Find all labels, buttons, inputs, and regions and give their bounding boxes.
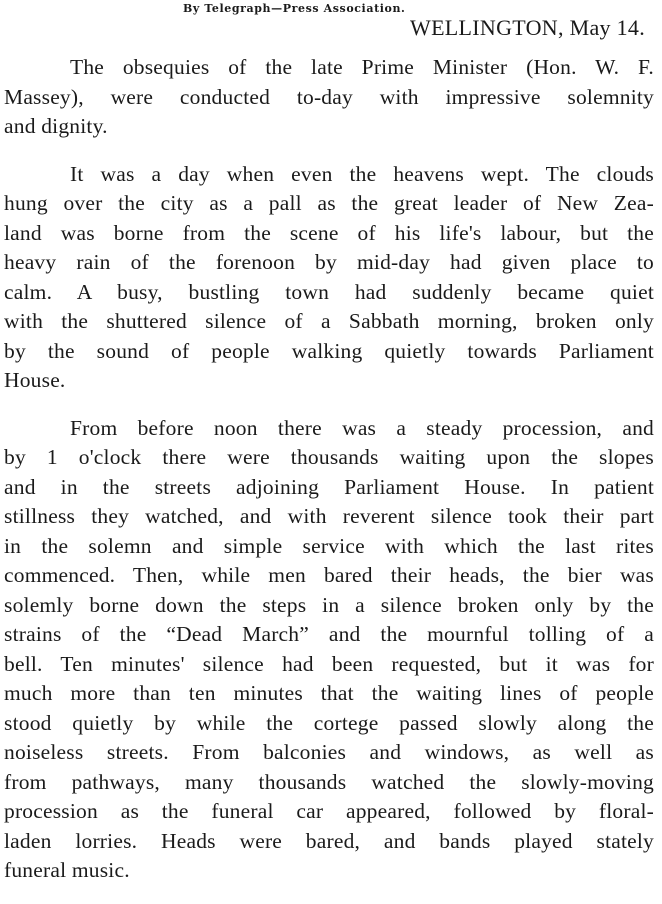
text-line: House. [4,368,66,392]
text-line: calm. A busy, bustling town had suddenly became quiet [4,279,654,304]
paragraph-heavens-wept [4,160,654,396]
text-line: hung over the city as a pall as the great leader of New Zea- [4,191,654,215]
text-line: laden lorries. Heads were bared, and bands played stately [4,828,654,853]
text-line: bell. Ten minutes' silence had been requested, but it was for [4,651,654,676]
text-line: by the sound of people walking quietly towards Parliament [4,338,654,363]
article-body [4,53,654,904]
text-line: from pathways, many thousands watched the slowly-moving [4,769,654,794]
text-line: Massey), were conducted to-day with impressive solemnity [4,84,654,109]
text-line: stood quietly by while the cortege passed slowly along the [4,710,654,735]
paragraph-obsequies [4,53,654,142]
text-line: heavy rain of the forenoon by mid-day had given place to [4,250,654,274]
text-line: much more than ten minutes that the waiting lines of people [4,681,654,705]
text-line: funeral music. [4,858,130,882]
text-line: It was a day when even the heavens wept. The clouds [70,161,654,186]
text-line: strains of the “Dead March” and the mournful tolling of a [4,622,654,646]
text-line: land was borne from the scene of his life's labour, but the [4,220,654,245]
text-line: commenced. Then, while men bared their heads, the bier was [4,563,654,587]
text-line: The obsequies of the late Prime Minister (Hon. W. F. [70,55,654,79]
text-line: solemly borne down the steps in a silence broken only by the [4,592,654,617]
text-line: and dignity. [4,114,108,138]
byline: By Telegraph—Press Association. [183,2,406,15]
text-line: procession as the funeral car appeared, followed by floral- [4,799,654,823]
text-line: noiseless streets. From balconies and windows, as well as [4,740,654,764]
text-line: stillness they watched, and with reverent silence took their part [4,504,654,528]
text-line: and in the streets adjoining Parliament House. In patient [4,474,654,499]
text-line: with the shuttered silence of a Sabbath morning, broken only [4,309,654,333]
text-line: From before noon there was a steady procession, and [70,415,654,440]
text-line: in the solemn and simple service with which the last rites [4,533,654,558]
dateline: WELLINGTON, May 14. [410,15,646,40]
text-line: by 1 o'clock there were thousands waiting upon the slopes [4,445,654,469]
paragraph-procession [4,414,654,886]
